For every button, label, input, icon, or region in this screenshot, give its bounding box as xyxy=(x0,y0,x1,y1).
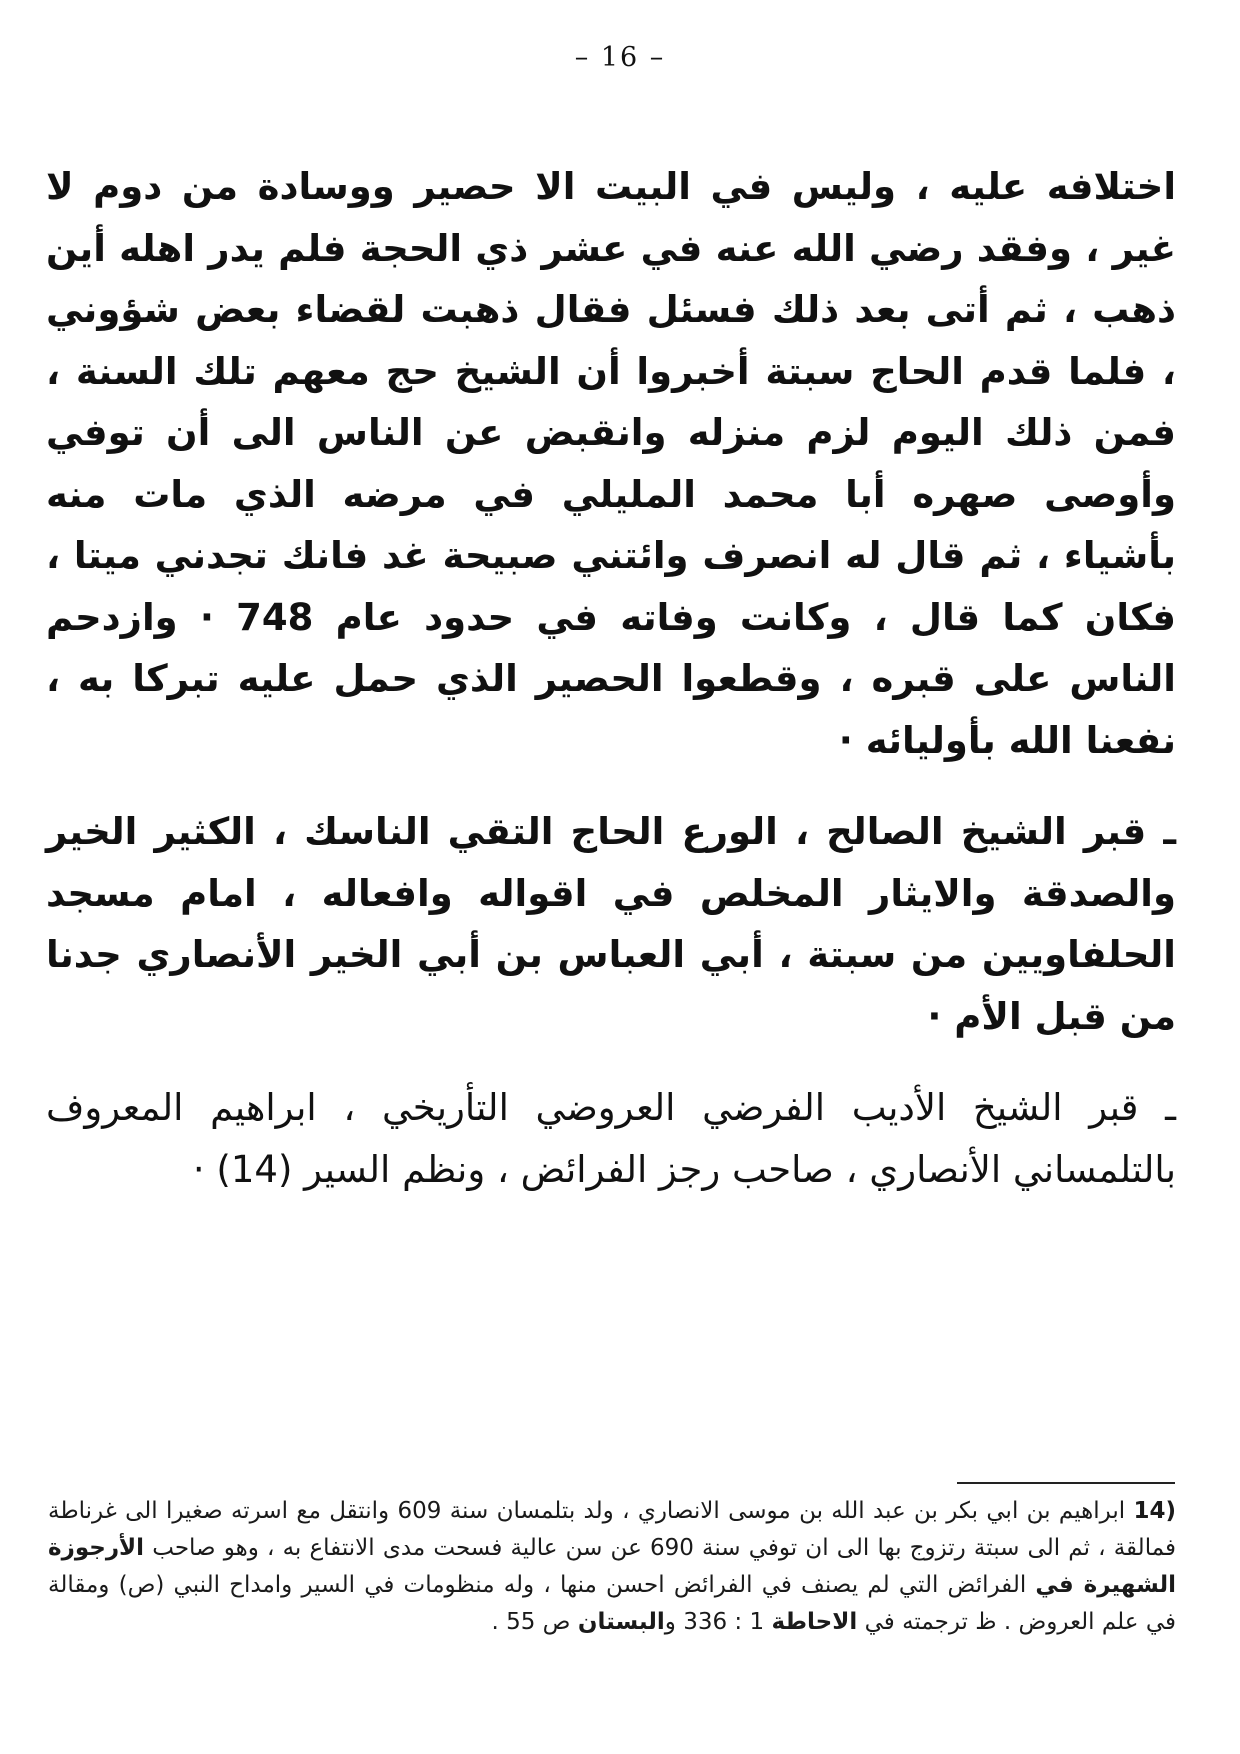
footnote-text-part1: ابراهيم بن ابي بكر بن عبد الله بن موسى الانصاري ، ولد بتلمسان سنة 609 وانتقل مع اسرته صغيرا الى غرناطة فمالقة ، ثم الى سبتة رتزوج بها الى ان توفي سنة 690 عن سن عالية فسحت مدى الانتفاع به ، وهو صاحب xyxy=(48,1498,1176,1561)
footnote-divider xyxy=(957,1482,1175,1484)
main-text xyxy=(46,156,1176,1200)
page-number: – 16 – xyxy=(574,42,666,73)
footnote-source-ihata: الاحاطة xyxy=(771,1609,858,1635)
paragraph-biography: اختلافه عليه ، وليس في البيت الا حصير ووسادة من دوم لا غير ، وفقد رضي الله عنه في عشر ذي الحجة فلم يدر اهله أين ذهب ، ثم أتى بعد ذلك فسئل فقال ذهبت لقضاء بعض شؤوني ، فلما قدم الحاج سبتة أخبروا أن الشيخ حج معهم تلك السنة ، فمن ذلك اليوم لزم منزله وانقبض عن الناس الى أن توفي وأوصى صهره أبا محمد المليلي في مرضه الذي مات منه بأشياء ، ثم قال له انصرف وائتني صبيحة غد فانك تجدني ميتا ، فكان كما قال ، وكانت وفاته في حدود عام 748 · وازدحم الناس على قبره ، وقطعوا الحصير الذي حمل عليه تبركا به ، نفعنا الله بأوليائه · xyxy=(46,165,1176,762)
footnote-reference-2: ص 55 . xyxy=(491,1609,571,1635)
footnote xyxy=(48,1493,1176,1641)
footnote-marker: (14 xyxy=(1133,1498,1177,1524)
footnote-reference-1: 1 : 336 و xyxy=(664,1609,765,1635)
footnote-text-part2: الفرائض التي لم يصنف في الفرائض احسن منها ، وله منظومات في السير وامداح النبي (ص) ومقالة في علم العروض . ظ ترجمته في xyxy=(48,1572,1176,1635)
footnote-source-bustan: البستان xyxy=(577,1609,665,1635)
paragraph-tomb-abu-al-abbas: ـ قبر الشيخ الصالح ، الورع الحاج التقي الناسك ، الكثير الخير والصدقة والايثار المخلص في اقواله وافعاله ، امام مسجد الحلفاويين من سبتة ، أبي العباس بن أبي الخير الأنصاري جدنا من قبل الأم · xyxy=(46,810,1176,1038)
paragraph-tomb-ibrahim: ـ قبر الشيخ الأديب الفرضي العروضي التأريخي ، ابراهيم المعروف بالتلمساني الأنصاري ، صاحب رجز الفرائض ، ونظم السير (14) · xyxy=(46,1086,1176,1191)
footnote-bold-phrase: الأرجوزة الشهيرة في xyxy=(48,1535,1176,1598)
